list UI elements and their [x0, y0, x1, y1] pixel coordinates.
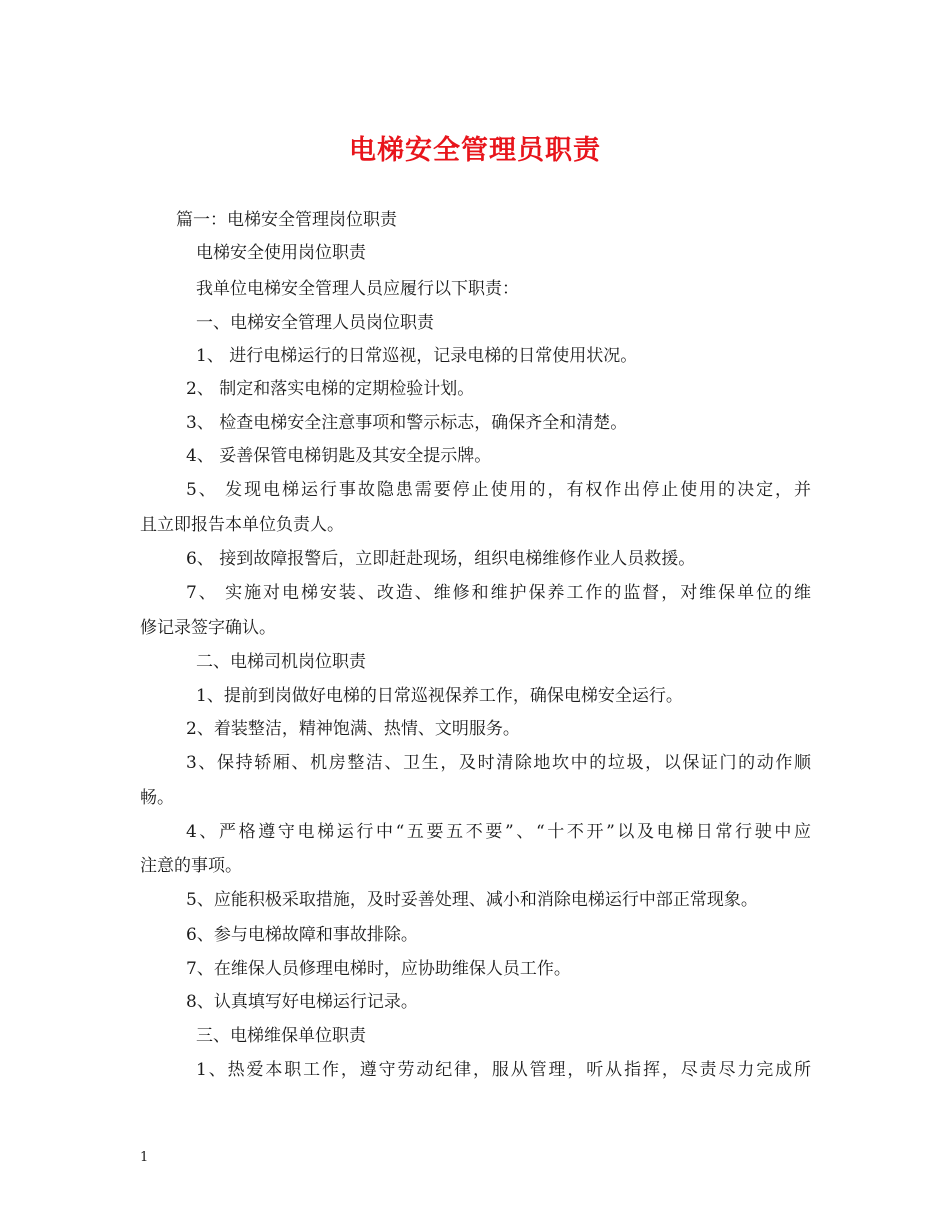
list-item: 6、参与电梯故障和事故排除。	[186, 925, 418, 945]
list-item: 8、认真填写好电梯运行记录。	[186, 992, 418, 1012]
list-item: 4、严格遵守电梯运行中“五要五不要”、“十不开”以及电梯日常行驶中应	[186, 822, 811, 842]
list-item: 2、着装整洁，精神饱满、热情、文明服务。	[186, 719, 520, 739]
list-item: 4、 妥善保管电梯钥匙及其安全提示牌。	[186, 446, 492, 466]
list-item: 6、 接到故障报警后，立即赶赴现场，组织电梯维修作业人员救援。	[186, 549, 696, 569]
section-heading: 篇一：电梯安全管理岗位职责	[176, 210, 397, 230]
list-item-continuation: 注意的事项。	[140, 856, 242, 876]
section-heading: 一、电梯安全管理人员岗位职责	[196, 313, 434, 333]
list-item: 3、保持轿厢、机房整洁、卫生，及时清除地坎中的垃圾，以保证门的动作顺	[186, 753, 811, 773]
section-heading: 二、电梯司机岗位职责	[196, 652, 366, 672]
list-item: 7、 实施对电梯安装、改造、维修和维护保养工作的监督，对维保单位的维	[186, 583, 811, 603]
list-item-continuation: 修记录签字确认。	[140, 618, 276, 638]
list-item: 1、提前到岗做好电梯的日常巡视保养工作，确保电梯安全运行。	[196, 686, 683, 706]
document-title: 电梯安全管理员职责	[349, 135, 601, 166]
paragraph-line: 电梯安全使用岗位职责	[196, 243, 366, 263]
list-item: 5、应能积极采取措施，及时妥善处理、减小和消除电梯运行中部正常现象。	[186, 890, 758, 910]
list-item: 1、热爱本职工作，遵守劳动纪律，服从管理，听从指挥，尽责尽力完成所	[196, 1060, 811, 1080]
page-number: 1	[140, 1150, 149, 1165]
list-item-continuation: 畅。	[140, 788, 174, 808]
list-item: 2、 制定和落实电梯的定期检验计划。	[186, 379, 475, 399]
list-item-continuation: 且立即报告本单位负责人。	[140, 515, 344, 535]
list-item: 5、 发现电梯运行事故隐患需要停止使用的，有权作出停止使用的决定，并	[186, 480, 811, 500]
list-item: 1、 进行电梯运行的日常巡视，记录电梯的日常使用状况。	[196, 346, 638, 366]
list-item: 3、 检查电梯安全注意事项和警示标志，确保齐全和清楚。	[186, 413, 628, 433]
section-heading: 三、电梯维保单位职责	[196, 1026, 366, 1046]
paragraph-line: 我单位电梯安全管理人员应履行以下职责：	[196, 279, 519, 299]
list-item: 7、在维保人员修理电梯时，应协助维保人员工作。	[186, 959, 571, 979]
